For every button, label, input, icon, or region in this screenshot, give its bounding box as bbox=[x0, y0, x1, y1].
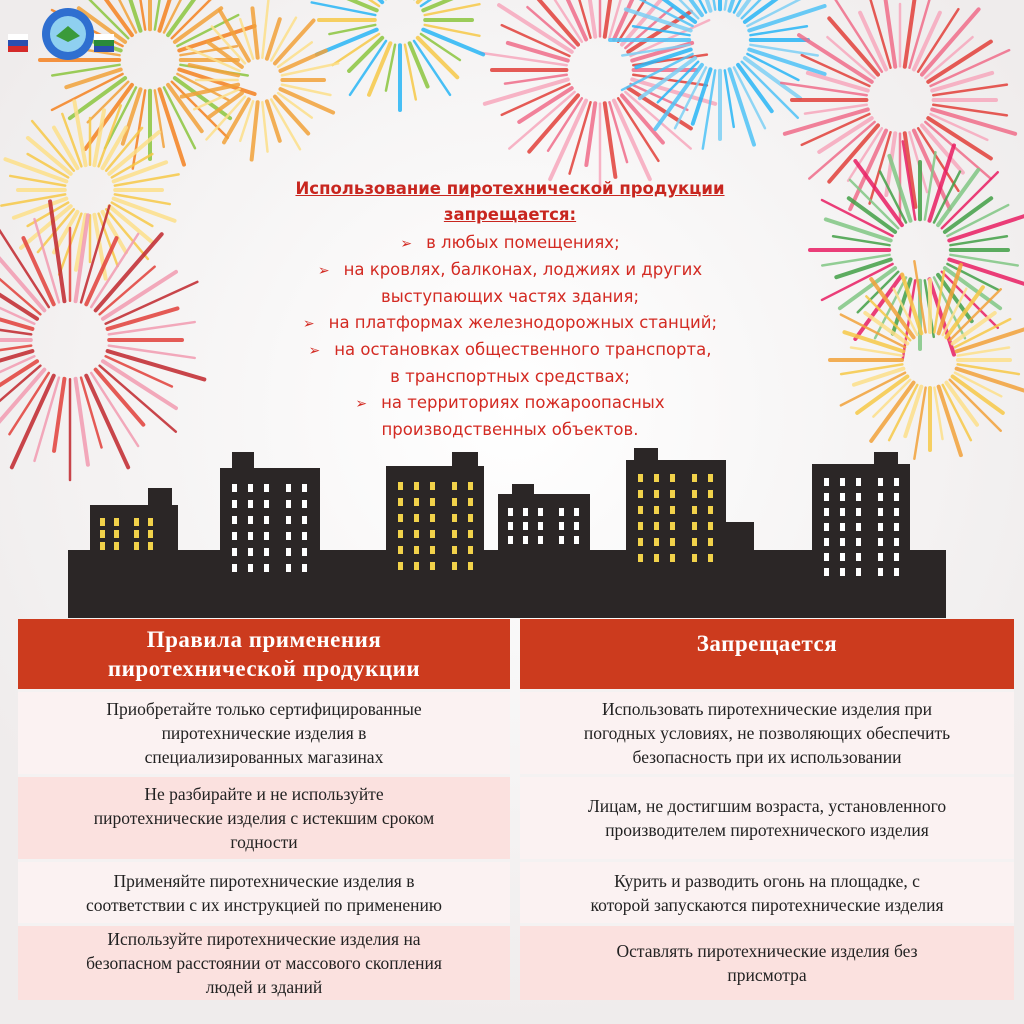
table-row: Оставлять пиротехнические изделия без присмотра bbox=[520, 923, 1014, 1000]
forbidden-table bbox=[520, 619, 1014, 1000]
emblem-logo bbox=[6, 4, 116, 64]
table-row: Используйте пиротехнические изделия на безопасном расстоянии от массового скопления людей и зданий bbox=[18, 923, 510, 1000]
intro-title: Использование пиротехнической продукции запрещается: bbox=[295, 179, 725, 224]
rules-header: Правила применения пиротехнической продукции bbox=[18, 619, 510, 689]
city-skyline bbox=[0, 440, 1024, 620]
list-item: ➢ на остановках общественного транспорта, в транспортных средствах; bbox=[308, 340, 712, 386]
list-item: ➢ на кровлях, балконах, лоджиях и других выступающих частях здания; bbox=[317, 260, 703, 306]
table-row: Лицам, не достигшим возраста, установленного производителем пиротехнического изделия bbox=[520, 774, 1014, 859]
prohibition-list bbox=[230, 230, 790, 443]
table-row: Приобретайте только сертифицированные пиротехнические изделия в специализированных магазинах bbox=[18, 689, 510, 774]
arrow-bullet-icon: ➢ bbox=[302, 316, 315, 332]
arrow-bullet-icon: ➢ bbox=[317, 263, 330, 279]
arrow-bullet-icon: ➢ bbox=[308, 343, 321, 359]
table-row: Курить и разводить огонь на площадке, с которой запускаются пиротехнические изделия bbox=[520, 859, 1014, 923]
arrow-bullet-icon: ➢ bbox=[400, 236, 413, 252]
forbidden-header: Запрещается bbox=[520, 619, 1014, 689]
table-row: Использовать пиротехнические изделия при погодных условиях, не позволяющих обеспечить безопасность при их использовании bbox=[520, 689, 1014, 774]
table-row: Применяйте пиротехнические изделия в соответствии с их инструкцией по применению bbox=[18, 859, 510, 923]
list-item: ➢ на платформах железнодорожных станций; bbox=[230, 310, 790, 337]
list-item: ➢ на территориях пожароопасных производственных объектов. bbox=[355, 393, 665, 439]
list-item: ➢ в любых помещениях; bbox=[230, 230, 790, 257]
rules-table bbox=[18, 619, 510, 1000]
table-row: Не разбирайте и не используйте пиротехнические изделия с истекшим сроком годности bbox=[18, 774, 510, 859]
arrow-bullet-icon: ➢ bbox=[355, 396, 368, 412]
intro-block bbox=[230, 176, 790, 443]
